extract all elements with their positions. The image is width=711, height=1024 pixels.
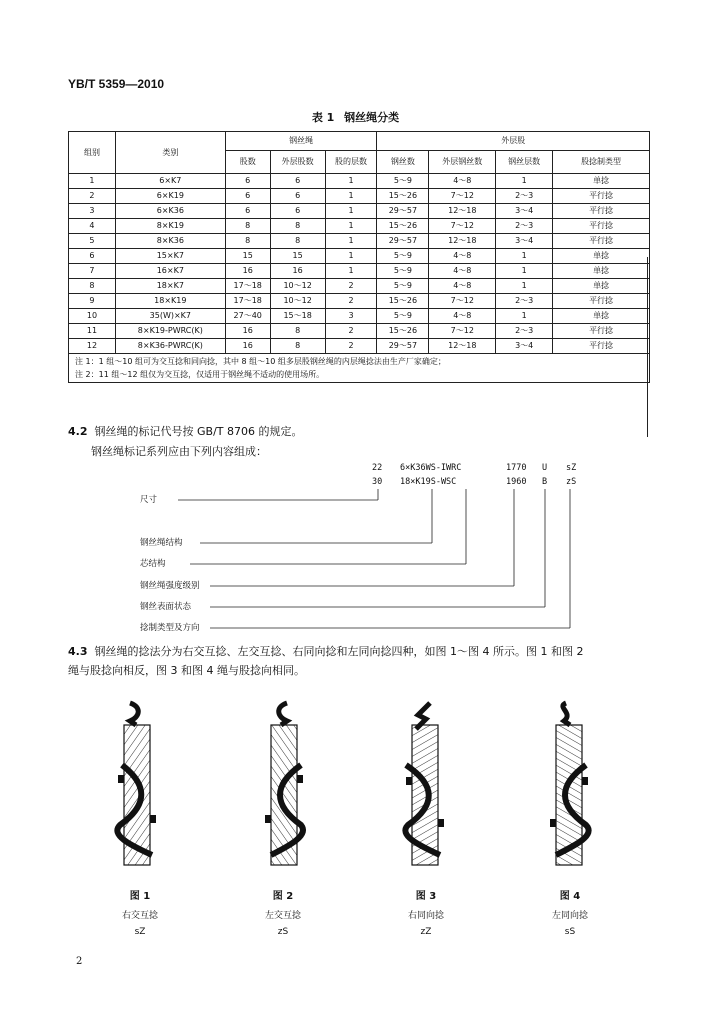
table-cell: 2～3 [496,189,553,204]
table-cell: 16 [225,324,270,339]
figure-4-drawing [530,695,610,875]
table-cell: 3 [69,204,116,219]
label-rope-structure: 钢丝绳结构 [140,538,183,548]
table-cell: 8 [270,219,325,234]
table-cell: 2 [325,339,377,354]
table-cell: 10 [69,309,116,324]
figure-1-drawing [100,695,180,875]
table-cell: 2 [325,294,377,309]
table-cell: 16 [225,264,270,279]
figure-2-drawing [243,695,323,875]
figure-code: zZ [420,927,432,937]
section-4-3-line2: 绳与股捻向相反，图 3 和图 4 绳与股捻向相同。 [68,664,305,677]
table-cell: 1 [325,174,377,189]
section-4-3 [68,643,583,659]
figure-code: sS [564,927,576,937]
table-cell: 11 [69,324,116,339]
table-cell: 7～12 [429,294,496,309]
table-cell: 单捻 [553,249,650,264]
figure-code: zS [277,927,289,937]
mark-lay-1: sZ [566,463,577,473]
table-cell: 8×K19-PWRC(K) [115,324,225,339]
table-cell: 单捻 [553,279,650,294]
table-cell: 1 [325,189,377,204]
table-cell: 16 [225,339,270,354]
page-number: 2 [76,956,83,967]
table-title-text: 钢丝绳分类 [344,111,400,124]
table-cell: 4～8 [429,309,496,324]
table-cell: 6 [225,189,270,204]
table-cell: 10～12 [270,279,325,294]
table-cell: 6×K36 [115,204,225,219]
section-number: 4.2 [68,425,88,438]
figure-code: sZ [134,927,146,937]
col-outer-wire-count: 外层钢丝数 [429,151,496,174]
table-cell: 1 [496,264,553,279]
table-cell: 3～4 [496,339,553,354]
table-cell: 12～18 [429,234,496,249]
table-cell: 17～18 [225,294,270,309]
col-class: 类别 [115,132,225,174]
rope-group-header: 钢丝绳 [225,132,377,151]
table-cell: 15～26 [377,294,429,309]
table-cell: 3～4 [496,234,553,249]
table-cell: 1 [69,174,116,189]
table-cell: 35(W)×K7 [115,309,225,324]
mark-grade-1: 1770 [506,463,527,473]
table-cell: 4～8 [429,174,496,189]
col-strand-count: 股数 [225,151,270,174]
table-cell: 6 [270,204,325,219]
table-cell: 1 [496,309,553,324]
table-cell: 8 [225,219,270,234]
table-cell: 2～3 [496,324,553,339]
col-wire-layers: 钢丝层数 [496,151,553,174]
figure-label: 图 4 [559,891,581,902]
table-cell: 12 [69,339,116,354]
standard-code: YB/T 5359—2010 [68,77,165,91]
table-cell: 5 [69,234,116,249]
table-cell: 2 [325,324,377,339]
col-group: 组别 [69,132,116,174]
table-cell: 15～26 [377,219,429,234]
table-cell: 8 [270,234,325,249]
table-cell: 1 [496,279,553,294]
note-1: 注 1：1 组～10 组可为交互捻和同向捻，其中 8 组～10 组多层股钢丝绳的内层绳捻法由生产厂家确定； [75,357,446,366]
table-cell: 1 [325,234,377,249]
table-cell: 5～9 [377,249,429,264]
col-strand-layers: 股的层数 [325,151,377,174]
col-wire-count: 钢丝数 [377,151,429,174]
table-cell: 1 [325,264,377,279]
table-cell: 29～57 [377,204,429,219]
table-cell: 2 [325,279,377,294]
table-cell: 平行捻 [553,294,650,309]
table-cell: 9 [69,294,116,309]
mark-structure-1: 6×K36WS-IWRC [400,463,462,473]
table-cell: 5～9 [377,309,429,324]
rope-lay-icon [530,695,610,875]
table-cell: 1 [496,249,553,264]
table-cell: 1 [325,204,377,219]
table-cell: 18×K19 [115,294,225,309]
table-cell: 8 [225,234,270,249]
table-cell: 5～9 [377,264,429,279]
table-cell: 6 [225,204,270,219]
strand-group-header: 外层股 [377,132,650,151]
table-cell: 单捻 [553,174,650,189]
section-number: 4.3 [68,645,88,658]
table-cell: 4 [69,219,116,234]
table-cell: 2 [69,189,116,204]
table-cell: 16 [270,264,325,279]
table-cell: 平行捻 [553,339,650,354]
mark-grade-2: 1960 [506,477,527,487]
table-cell: 12～18 [429,204,496,219]
table-cell: 1 [325,249,377,264]
table-cell: 平行捻 [553,234,650,249]
rope-lay-icon [100,695,180,875]
table-cell: 12～18 [429,339,496,354]
table-cell: 15～26 [377,189,429,204]
label-size: 尺寸 [140,495,158,505]
table-cell: 6 [270,189,325,204]
figure-label: 图 3 [415,891,437,902]
table-cell: 6 [270,174,325,189]
figure-1-caption [80,887,200,937]
table-cell: 单捻 [553,264,650,279]
table-cell: 平行捻 [553,324,650,339]
table-cell: 8×K36 [115,234,225,249]
section-4-3-line1: 钢丝绳的捻法分为右交互捻、左交互捻、右同向捻和左同向捻四种，如图 1～图 4 所示。图 1 和图 2 [94,645,584,658]
table-cell: 6 [225,174,270,189]
table-cell: 15×K7 [115,249,225,264]
table-cell: 8×K36-PWRC(K) [115,339,225,354]
section-4-2-line1: 钢丝绳的标记代号按 GB/T 8706 的规定。 [94,425,303,438]
label-surface: 钢丝表面状态 [140,602,192,612]
rope-lay-icon [386,695,466,875]
mark-size-1: 22 [372,463,383,473]
table-cell: 7～12 [429,219,496,234]
label-lay: 捻制类型及方向 [140,623,200,633]
table-cell: 7～12 [429,189,496,204]
mark-structure-2: 18×K19S-WSC [400,477,457,487]
table-cell: 3 [325,309,377,324]
table-cell: 17～18 [225,279,270,294]
label-grade: 钢丝绳强度级别 [140,581,200,591]
table-cell: 16×K7 [115,264,225,279]
figure-name: 左同向捻 [551,911,588,921]
figure-name: 左交互捻 [264,911,301,921]
table-cell: 8×K19 [115,219,225,234]
figure-name: 右同向捻 [407,911,444,921]
table-cell: 3～4 [496,204,553,219]
col-lay-type: 股捻制类型 [553,151,650,174]
table-cell: 29～57 [377,339,429,354]
table-cell: 10～12 [270,294,325,309]
table-cell: 8 [270,324,325,339]
table-cell: 平行捻 [553,219,650,234]
table-cell: 4～8 [429,249,496,264]
table-cell: 15～26 [377,324,429,339]
table-cell: 平行捻 [553,189,650,204]
table-cell: 7 [69,264,116,279]
figure-3-drawing [386,695,466,875]
figure-name: 右交互捻 [121,911,158,921]
mark-surface-1: U [542,463,548,473]
col-outer-strand-count: 外层股数 [270,151,325,174]
table-cell: 6 [69,249,116,264]
table-cell: 2～3 [496,219,553,234]
table-cell: 15 [270,249,325,264]
mark-surface-2: B [542,477,548,487]
table-cell: 1 [325,219,377,234]
table-cell: 6×K19 [115,189,225,204]
table-label: 表 1 [311,111,335,124]
table-cell: 7～12 [429,324,496,339]
table-cell: 5～9 [377,174,429,189]
figure-label: 图 2 [272,891,294,902]
table-cell: 27～40 [225,309,270,324]
mark-lay-2: zS [566,477,577,487]
note-2: 注 2：11 组～12 组仅为交互捻，仅适用于钢丝绳不适动的使用场所。 [75,370,325,379]
table-cell: 4～8 [429,264,496,279]
rope-lay-icon [243,695,323,875]
table-cell: 平行捻 [553,204,650,219]
figure-label: 图 1 [129,891,151,902]
table-cell: 1 [496,174,553,189]
mark-size-2: 30 [372,477,383,487]
table-cell: 5～9 [377,279,429,294]
table-cell: 2～3 [496,294,553,309]
table-cell: 8 [69,279,116,294]
table-cell: 15 [225,249,270,264]
table-cell: 18×K7 [115,279,225,294]
figure-2-caption [223,887,343,937]
table-cell: 4～8 [429,279,496,294]
table-cell: 6×K7 [115,174,225,189]
figure-4-caption [510,887,630,937]
section-4-2-line2: 钢丝绳标记系列应由下列内容组成： [91,445,267,458]
figure-3-caption [366,887,486,937]
table-cell: 8 [270,339,325,354]
table-cell: 单捻 [553,309,650,324]
table-cell: 15～18 [270,309,325,324]
label-core: 芯结构 [140,559,166,569]
table-cell: 29～57 [377,234,429,249]
